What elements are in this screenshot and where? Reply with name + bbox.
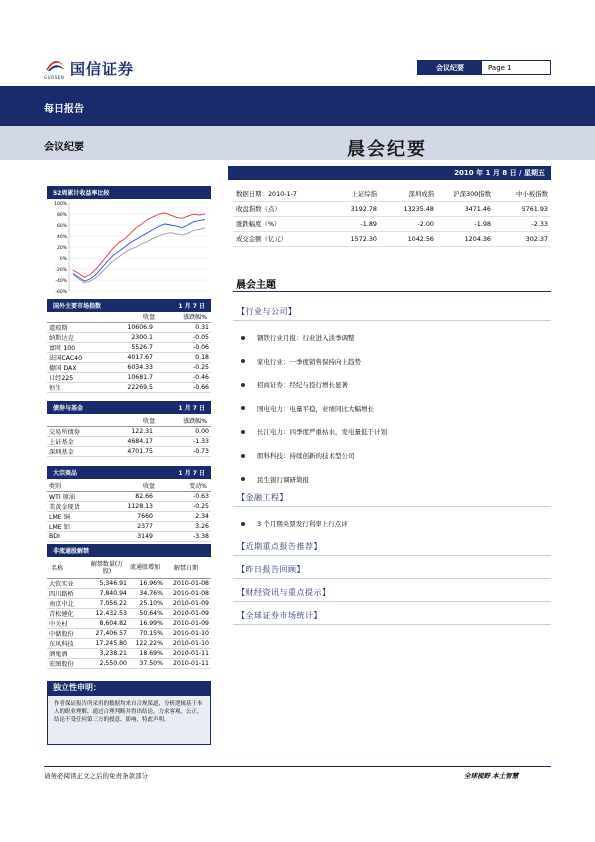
bullet-icon	[241, 477, 245, 481]
table-cell-close: 4017.67	[127, 354, 153, 361]
category-divider	[233, 506, 551, 507]
category-divider	[233, 320, 551, 321]
table-cell-value: 13235.48	[380, 201, 437, 216]
disclaimer-body: 作者保证报告所采用的数据均来自合规渠道，分析逻辑基于本人的职业理解，通过合理判断并得出结论，力求客观、公正，结论不受任何第三方的授意、影响，特此声明。	[47, 695, 211, 745]
table-cell-date: 2010-01-10	[173, 630, 209, 637]
table-cell-name: 宏图股份	[49, 661, 74, 668]
bonds-funds-header	[47, 401, 211, 414]
table-cell-chg: 2.34	[195, 513, 209, 520]
table-cell-value: 5761.93	[494, 201, 551, 216]
table-cell-name: 上证基金	[49, 439, 74, 446]
table-row	[47, 363, 211, 373]
category-divider	[233, 601, 551, 602]
table-cell-close: 22269.5	[127, 384, 153, 391]
col-chg-label: 变动%	[189, 483, 207, 490]
table-cell-value: -2.33	[494, 216, 551, 231]
table-cell-name: 东风科技	[49, 641, 74, 648]
row-label: 成交金额（亿元）	[233, 231, 323, 246]
y-tick-label: -20%	[55, 267, 67, 273]
table-cell-name: 纳斯达克	[49, 335, 74, 342]
bullet-icon	[241, 383, 245, 387]
table-cell-value: 302.37	[494, 231, 551, 246]
table-cell-qty: 17,245.80	[95, 640, 127, 647]
table-cell-date: 2010-01-08	[173, 590, 209, 597]
logo-text: 国信证券	[70, 60, 135, 78]
table-row	[47, 343, 211, 353]
table-cell-pct: 37.50%	[139, 660, 163, 667]
report-item-label: 招商证券：经纪与投行增长显著	[257, 381, 348, 390]
table-cell-qty: 2,550.00	[99, 660, 127, 667]
table-cell-name: 南京中北	[49, 601, 74, 608]
y-tick-label: 20%	[56, 245, 67, 251]
table-cell-pct: 70.15%	[139, 630, 163, 637]
table-cell-date: 2010-01-09	[173, 600, 209, 607]
table-cell-pct: 50.64%	[139, 610, 163, 617]
y-tick-label: -40%	[55, 278, 67, 284]
col-chg-label: 涨跌幅%	[183, 418, 207, 425]
unlock-title: 非流通股解禁	[53, 548, 90, 555]
table-cell-pct: 16.96%	[139, 580, 163, 587]
category-review[interactable]: 【昨日报告回顾】	[237, 565, 305, 574]
commodities-date: 1 月 7 日	[178, 470, 205, 477]
commodities-title: 大宗商品	[53, 470, 78, 477]
table-row	[47, 502, 211, 512]
report-item[interactable]	[241, 333, 355, 342]
table-cell-chg: -0.06	[192, 344, 209, 351]
table-header-cell: 数据日期：2010-1-7	[233, 186, 323, 201]
table-cell-value: 1572.30	[323, 231, 380, 246]
table-cell-qty: 27,406.57	[95, 630, 127, 637]
report-item-label: 国电电力：电量平稳，业绩同比大幅增长	[257, 404, 374, 413]
table-cell-date: 2010-01-08	[173, 580, 209, 587]
table-cell-chg: -0.63	[192, 493, 209, 500]
col-chg-label: 涨跌幅%	[183, 314, 207, 321]
unlock-header	[47, 544, 211, 557]
date-bar: 2010 年 1 月 8 日 / 星期五	[228, 166, 551, 180]
table-cell-close: 10606.9	[127, 324, 153, 331]
report-item-label: 朗科科技：持续创新的技术型公司	[257, 452, 355, 460]
commodities-table	[47, 492, 211, 542]
table-cell-chg: -0.05	[192, 334, 209, 341]
table-cell-value: 3471.46	[437, 201, 494, 216]
doc-type-label: 会议纪要	[418, 61, 482, 74]
report-item[interactable]	[241, 519, 348, 528]
table-cell-date: 2010-01-09	[173, 620, 209, 627]
table-row	[233, 216, 551, 231]
table-cell-pct: 16.99%	[139, 620, 163, 627]
bonds-funds-subheader	[47, 416, 211, 427]
table-cell-name: BDI	[49, 532, 60, 540]
category-global-stats[interactable]: 【全球证券市场统计】	[237, 611, 322, 620]
table-cell-name: 美黄金现货	[49, 504, 80, 511]
category-fin-eng[interactable]: 【金融工程】	[237, 493, 288, 502]
unlock-subheader	[47, 557, 211, 579]
report-item-label: 长江电力：四季度严重枯水，发电量低于计划	[257, 428, 387, 437]
chart-title: 52周累计收益率比较	[53, 190, 110, 197]
index-summary-table	[233, 186, 551, 247]
table-row	[233, 201, 551, 216]
col-close-label: 收盘	[142, 483, 155, 490]
table-row	[47, 649, 211, 659]
table-cell-chg: -0.46	[192, 374, 209, 381]
table-cell-date: 2010-01-11	[173, 660, 209, 667]
report-item[interactable]	[241, 380, 348, 389]
table-row	[47, 353, 211, 363]
bullet-icon	[241, 406, 245, 410]
return-chart-panel	[47, 186, 211, 296]
table-row	[47, 532, 211, 542]
chart-panel-header	[47, 186, 211, 199]
table-cell-close: 2300.1	[131, 334, 153, 341]
table-header-cell: 沪深300指数	[437, 186, 494, 201]
table-row	[47, 323, 211, 333]
table-row	[47, 599, 211, 609]
table-cell-date: 2010-01-10	[173, 640, 209, 647]
table-cell-close: 10681.7	[127, 374, 153, 381]
table-cell-name: LME 铜	[49, 514, 70, 521]
page-title: 晨会纪要	[347, 139, 427, 160]
table-cell-close: 5526.7	[131, 344, 153, 351]
table-cell-name: 交易所债券	[49, 429, 80, 436]
table-row	[47, 492, 211, 502]
category-divider	[233, 555, 551, 556]
table-cell-close: 1128.13	[127, 503, 153, 510]
bullet-icon	[241, 454, 245, 458]
footer-disclaimer-note: 请务必阅读正文之后的免责条款部分	[44, 772, 148, 780]
commodities-subheader	[47, 481, 211, 492]
report-item-label: 钢铁行业月报：行业进入淡季调整	[257, 334, 355, 342]
table-cell-date: 2010-01-11	[173, 650, 209, 657]
table-cell-value: 3192.78	[323, 201, 380, 216]
row-label: 收盘指数（点）	[233, 201, 323, 216]
table-cell-name: 大钦实业	[49, 581, 74, 588]
bullet-icon	[241, 522, 245, 526]
banner-label: 每日报告	[44, 104, 84, 115]
table-header-row	[233, 186, 551, 201]
table-row	[47, 619, 211, 629]
return-chart	[47, 199, 211, 296]
y-tick-label: 40%	[56, 234, 67, 240]
foreign-markets-subheader	[47, 312, 211, 323]
report-item[interactable]	[241, 427, 387, 436]
table-row	[47, 659, 211, 669]
table-cell-name: 德国 DAX	[49, 365, 77, 372]
table-cell-chg: -0.25	[192, 503, 209, 510]
table-cell-name: 酒鬼酒	[49, 651, 68, 658]
table-cell-pct: 122.22%	[135, 640, 163, 647]
table-cell-qty: 8,604.82	[99, 620, 127, 627]
y-tick-label: 80%	[56, 212, 67, 218]
table-cell-qty: 7,840.94	[99, 590, 127, 597]
col-close-label: 收盘	[142, 314, 155, 321]
report-item[interactable]	[241, 475, 309, 484]
table-cell-close: 3149	[137, 532, 153, 540]
unlock-table	[47, 579, 211, 669]
table-cell-value: -1.89	[323, 216, 380, 231]
bonds-funds-table	[47, 427, 211, 457]
table-row	[47, 629, 211, 639]
table-cell-chg: -0.66	[192, 384, 209, 391]
table-row	[47, 447, 211, 457]
table-row	[47, 609, 211, 619]
report-item[interactable]	[241, 451, 355, 460]
col-name-label: 名称	[51, 565, 64, 572]
bullet-icon	[241, 336, 245, 340]
foreign-markets-header	[47, 299, 211, 312]
table-cell-name: 青松建化	[49, 611, 74, 618]
subbar-label: 会议纪要	[44, 142, 84, 153]
page-label: Page 1	[482, 61, 550, 74]
y-tick-label: 100%	[54, 201, 67, 207]
report-item[interactable]	[241, 404, 374, 413]
report-item-label: 3 个月期央票发行利率上行点评	[257, 520, 348, 528]
y-tick-label: 60%	[56, 223, 67, 229]
table-cell-chg: 3.26	[195, 523, 209, 530]
table-row	[233, 231, 551, 246]
table-cell-name: 深圳基金	[49, 449, 74, 456]
table-cell-name: WTI 原油	[49, 494, 76, 501]
table-cell-value: 1042.56	[380, 231, 437, 246]
table-row	[47, 437, 211, 447]
section-divider	[233, 291, 551, 292]
table-cell-close: 4684.17	[127, 438, 153, 445]
col-category-label: 类别	[49, 483, 62, 490]
table-row	[47, 512, 211, 522]
bullet-icon	[241, 359, 245, 363]
table-cell-chg: 0.00	[195, 428, 209, 435]
col-close-label: 收盘	[142, 418, 155, 425]
table-header-cell: 上证综指	[323, 186, 380, 201]
report-item-label: 民生银行调研简报	[257, 475, 309, 484]
header-doc-box	[417, 60, 551, 75]
category-recommended[interactable]: 【近期重点报告推荐】	[237, 542, 322, 551]
guosen-logo-icon	[44, 56, 66, 73]
table-cell-pct: 18.69%	[139, 650, 163, 657]
table-cell-chg: -3.38	[192, 532, 209, 540]
table-cell-close: 4701.75	[127, 448, 153, 455]
table-cell-chg: -1.33	[192, 438, 209, 445]
disclaimer-header: 独立性申明：	[47, 681, 211, 695]
row-label: 涨跌幅度（%）	[233, 216, 323, 231]
table-row	[47, 373, 211, 383]
table-cell-chg: 0.31	[195, 324, 209, 331]
foreign-markets-table	[47, 323, 211, 393]
category-divider	[233, 624, 551, 625]
col-date-label: 解禁日期	[173, 565, 198, 572]
table-cell-close: 82.66	[135, 493, 153, 500]
table-cell-name: 道琼斯	[49, 325, 68, 332]
table-cell-pct: 34.76%	[139, 590, 163, 597]
bonds-funds-title: 债券与基金	[53, 405, 84, 412]
table-row	[47, 383, 211, 393]
table-cell-date: 2010-01-09	[173, 610, 209, 617]
section-title: 晨会主题	[236, 280, 276, 291]
category-divider	[233, 578, 551, 579]
table-row	[47, 427, 211, 437]
table-cell-name: 中关村	[49, 621, 68, 628]
table-cell-value: -2.00	[380, 216, 437, 231]
table-cell-name: 富时 100	[49, 345, 76, 352]
report-item[interactable]	[241, 357, 361, 366]
report-banner	[0, 86, 595, 126]
col-pct-label: 流通股增加	[129, 564, 160, 571]
foreign-markets-title: 国外主要市场指数	[53, 303, 102, 310]
logo-subtext: GUOSEN	[44, 75, 65, 80]
y-tick-label: -60%	[55, 289, 67, 295]
table-row	[47, 333, 211, 343]
table-cell-close: 122.31	[131, 428, 153, 435]
table-cell-name: 日经225	[49, 375, 74, 382]
table-row	[47, 579, 211, 589]
table-cell-name: 中储股份	[49, 631, 74, 638]
table-cell-name: LME 铝	[49, 524, 70, 531]
report-item-label: 家电行业：一季度销售保持向上趋势	[257, 357, 361, 366]
table-header-cell: 深圳成指	[380, 186, 437, 201]
commodities-header	[47, 466, 211, 479]
bullet-icon	[241, 430, 245, 434]
col-qty-label: 解禁数量(万股)	[90, 560, 124, 575]
foreign-markets-date: 1 月 7 日	[178, 303, 205, 310]
bonds-funds-date: 1 月 7 日	[178, 405, 205, 412]
table-row	[47, 639, 211, 649]
table-cell-qty: 7,056.22	[99, 600, 127, 607]
report-subbar	[0, 126, 595, 160]
table-cell-close: 7660	[137, 513, 153, 520]
table-cell-qty: 12,432.53	[95, 610, 127, 617]
table-cell-close: 2377	[137, 523, 153, 530]
category-news[interactable]: 【财经资讯与重点提示】	[237, 588, 331, 597]
category-industry-company[interactable]: 【行业与公司】	[237, 307, 297, 316]
table-cell-value: 1204.36	[437, 231, 494, 246]
table-row	[47, 589, 211, 599]
table-cell-qty: 3,238.21	[99, 650, 127, 657]
table-cell-qty: 5,346.91	[99, 580, 127, 587]
table-cell-name: 四川路桥	[49, 591, 74, 598]
table-cell-pct: 25.10%	[139, 600, 163, 607]
y-tick-label: 0%	[59, 256, 67, 262]
table-cell-chg: 0.18	[195, 354, 209, 361]
footer-slogan: 全球视野 本土智慧	[464, 772, 519, 780]
table-cell-name: 恒生	[49, 385, 62, 392]
table-cell-close: 6034.33	[127, 364, 153, 371]
footer-divider	[44, 766, 551, 767]
table-header-cell: 中小板指数	[494, 186, 551, 201]
table-cell-name: 法国CAC40	[49, 355, 83, 362]
table-cell-chg: -0.25	[192, 364, 209, 371]
table-cell-value: -1.98	[437, 216, 494, 231]
table-row	[47, 522, 211, 532]
table-cell-chg: -0.73	[192, 448, 209, 455]
